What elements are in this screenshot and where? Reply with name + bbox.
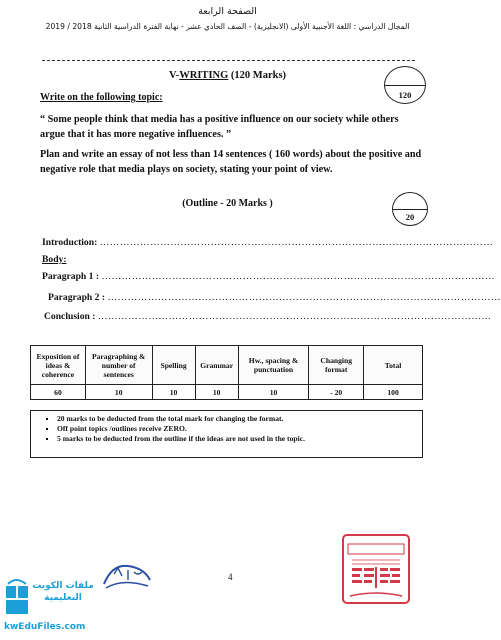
- table-header-cell: Paragraphing & number of sentences: [85, 346, 152, 385]
- table-header-cell: Exposition of ideas & coherence: [31, 346, 86, 385]
- course-header-line: المجال الدراسي : اللغة الأجنبية الأولى (الانجليزية) - الصف الحادي عشر - نهاية الفترة الدراسية الثانية 2018 / 2019: [45, 22, 410, 31]
- section-title-prefix: V-: [168, 70, 180, 81]
- marking-table-header-row: [31, 346, 423, 385]
- paragraph1-label: Paragraph 1 :: [42, 271, 100, 282]
- table-value-cell: - 20: [309, 385, 364, 400]
- table-header-cell: Hw., spacing & punctuation: [238, 346, 309, 385]
- paragraph1-line: [42, 271, 496, 282]
- paragraph2-label: Paragraph 2 :: [48, 292, 106, 303]
- table-value-cell: 60: [31, 385, 86, 400]
- marking-notes: [30, 410, 423, 458]
- note-item: ▪ 20 marks to be deducted from the total mark for changing the format.: [57, 414, 422, 424]
- ministry-stamp-icon: [98, 556, 156, 596]
- total-marks-circle: [384, 66, 426, 104]
- introduction-dots: ………………………………………………………………………………………………………: [99, 237, 494, 248]
- topic-label: Write on the following topic:: [40, 92, 163, 103]
- table-header-cell: Spelling: [152, 346, 195, 385]
- watermark-url[interactable]: kwEduFiles.com: [4, 622, 86, 632]
- table-value-cell: 10: [152, 385, 195, 400]
- marking-table-value-row: [31, 385, 423, 400]
- notes-list: [31, 414, 422, 444]
- evaluation-stamp-icon: [340, 532, 412, 606]
- introduction-line: [42, 237, 494, 248]
- table-header-cell: Grammar: [195, 346, 238, 385]
- conclusion-dots: ………………………………………………………………………………………………………: [97, 311, 492, 322]
- section-title-main: WRITING: [179, 70, 229, 81]
- outline-marks-value: 20: [405, 212, 415, 222]
- paragraph2-line: [48, 292, 501, 303]
- outline-marks-circle: [392, 192, 428, 226]
- table-value-cell: 10: [195, 385, 238, 400]
- section-title-marks: (120 Marks): [228, 70, 287, 81]
- note-item: ▪ 5 marks to be deducted from the outline if the ideas are not used in the topic.: [57, 434, 422, 444]
- conclusion-label: Conclusion :: [44, 311, 96, 322]
- outline-title: (Outline - 20 Marks ): [182, 198, 273, 209]
- paragraph2-dots: ………………………………………………………………………………………………………: [107, 292, 501, 303]
- page-number: 4: [228, 572, 233, 582]
- topic-quote: “ Some people think that media has a positive influence on our society while others argue that it has more negative influences. ”: [40, 114, 399, 140]
- table-value-cell: 100: [364, 385, 423, 400]
- header-divider: [42, 60, 415, 61]
- page-label: الصفحة الرابعة: [198, 6, 257, 17]
- marking-table: [30, 345, 423, 400]
- body-label: Body:: [42, 254, 67, 265]
- introduction-label: Introduction:: [42, 237, 98, 248]
- paragraph1-dots: ………………………………………………………………………………………………………: [101, 271, 496, 282]
- table-header-cell: Changing format: [309, 346, 364, 385]
- watermark-arabic: ملفات الكويت التعليمية: [32, 581, 94, 603]
- conclusion-line: [44, 311, 492, 322]
- total-marks-value: 120: [398, 90, 412, 100]
- note-item: ▪ Off point topics /outlines receive ZERO.: [57, 424, 422, 434]
- essay-instructions: Plan and write an essay of not less than 14 sentences ( 160 words) about the positive and negative role that media plays on society, stating your point of view.: [40, 149, 422, 175]
- table-header-cell: Total: [364, 346, 423, 385]
- table-value-cell: 10: [238, 385, 309, 400]
- table-value-cell: 10: [85, 385, 152, 400]
